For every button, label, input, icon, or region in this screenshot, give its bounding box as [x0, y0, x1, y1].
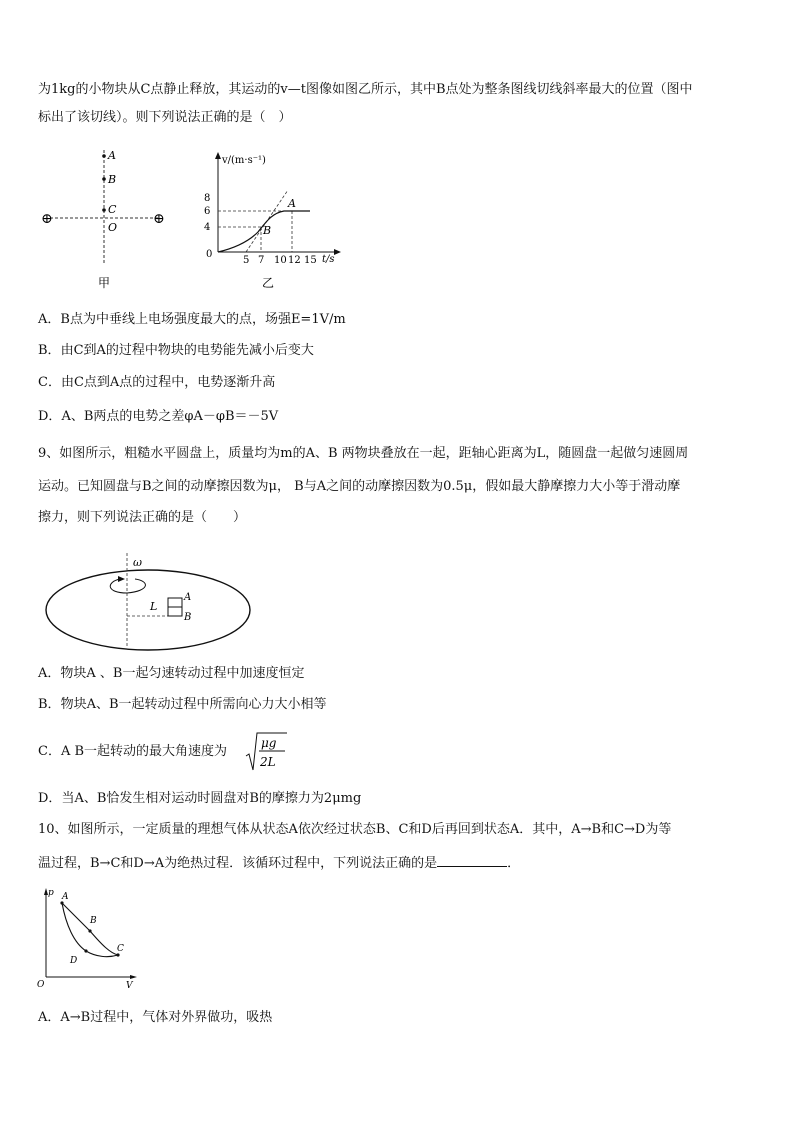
- yi-xtick-7: 7: [258, 255, 265, 266]
- yi-point-a: A: [288, 197, 296, 210]
- q8-option-b: B．由C到A的过程中物块的电势能先减小后变大: [38, 343, 314, 358]
- yi-xtick-10: 10: [274, 255, 287, 266]
- q8-figure-jia: [38, 145, 173, 295]
- q8-option-c: C．由C点到A点的过程中，电势逐渐升高: [38, 375, 276, 390]
- yi-xtick-15: 15: [304, 255, 317, 266]
- q9-stem-line1: 9、如图所示，粗糙水平圆盘上，质量均为m的A、B 两物块叠放在一起，距轴心距离为L，随圆盘一起做匀速圆周: [38, 446, 689, 461]
- jia-point-o: O: [108, 221, 118, 234]
- yi-ylabel: v/(m·s⁻¹): [222, 155, 266, 166]
- q8-figure-yi: [200, 150, 350, 295]
- q9-option-a: A．物块A 、B一起匀速转动过程中加速度恒定: [38, 666, 305, 681]
- q9-a: A: [184, 592, 192, 603]
- q9-stem-line2: 运动。已知圆盘与B之间的动摩擦因数为μ， B与A之间的动摩擦因数为0.5μ，假如最大静摩擦力大小等于滑动摩: [38, 479, 681, 494]
- jia-point-c: C: [108, 203, 117, 216]
- pv-v-label: V: [126, 981, 133, 990]
- q9-b: B: [184, 612, 192, 623]
- yi-label: 乙: [262, 276, 275, 290]
- yi-ytick-4: 4: [204, 222, 211, 233]
- q10-stem-line1: 10、如图所示，一定质量的理想气体从状态A依次经过状态B、C和D后再回到状态A．其中，A→B和C→D为等: [38, 822, 672, 837]
- q9-option-c: C．A B一起转动的最大角速度为: [38, 744, 228, 759]
- yi-point-b: B: [263, 224, 272, 237]
- yi-ytick-0: 0: [206, 249, 213, 260]
- yi-ytick-6: 6: [204, 206, 211, 217]
- yi-xlabel: t/s: [322, 254, 335, 265]
- q9-figure-disc: [40, 548, 260, 658]
- q10-figure-pv: [34, 885, 144, 990]
- q8-option-a: A．B点为中垂线上电场强度最大的点，场强E=1V/m: [38, 312, 346, 327]
- q9-sqrt-expression: [244, 730, 288, 774]
- sqrt-denominator: 2L: [260, 755, 276, 769]
- pv-origin: O: [37, 980, 45, 990]
- pv-b-label: B: [90, 916, 97, 926]
- jia-charge-left: ⊕: [41, 211, 53, 227]
- jia-point-b: B: [108, 173, 117, 186]
- yi-xtick-12: 12: [288, 255, 301, 266]
- q9-option-d: D．当A、B恰发生相对运动时圆盘对B的摩擦力为2μmg: [38, 791, 362, 806]
- q10-answer-blank[interactable]: [437, 852, 507, 867]
- q9-stem-line3: 擦力，则下列说法正确的是（ ）: [38, 510, 247, 525]
- pv-p-label: p: [48, 888, 54, 898]
- pv-a-label: A: [62, 892, 69, 902]
- yi-ytick-8: 8: [204, 193, 211, 204]
- q9-l: L: [150, 600, 158, 613]
- q8-option-d: D．A、B两点的电势之差φA－φB＝－5V: [38, 409, 279, 424]
- yi-xtick-5: 5: [243, 255, 250, 266]
- pv-c-label: C: [117, 944, 124, 954]
- jia-label: 甲: [98, 276, 111, 290]
- pv-d-label: D: [70, 956, 78, 966]
- q9-option-b: B．物块A、B一起转动过程中所需向心力大小相等: [38, 697, 327, 712]
- jia-point-a: A: [108, 149, 116, 162]
- q8-stem-line2: 标出了该切线）。则下列说法正确的是（ ）: [38, 110, 292, 125]
- q8-stem-line1: 为1kg的小物块从C点静止释放，其运动的v—t图像如图乙所示，其中B点处为整条图线切线斜率最大的位置（图中: [38, 82, 693, 97]
- q10-option-a: A．A→B过程中，气体对外界做功，吸热: [38, 1010, 273, 1025]
- q10-stem-line2: 温过程，B→C和D→A为绝热过程．该循环过程中，下列说法正确的是 ．: [38, 852, 520, 874]
- q9-omega: ω: [133, 556, 142, 569]
- sqrt-numerator: μg: [261, 736, 277, 750]
- jia-charge-right: ⊕: [153, 211, 165, 227]
